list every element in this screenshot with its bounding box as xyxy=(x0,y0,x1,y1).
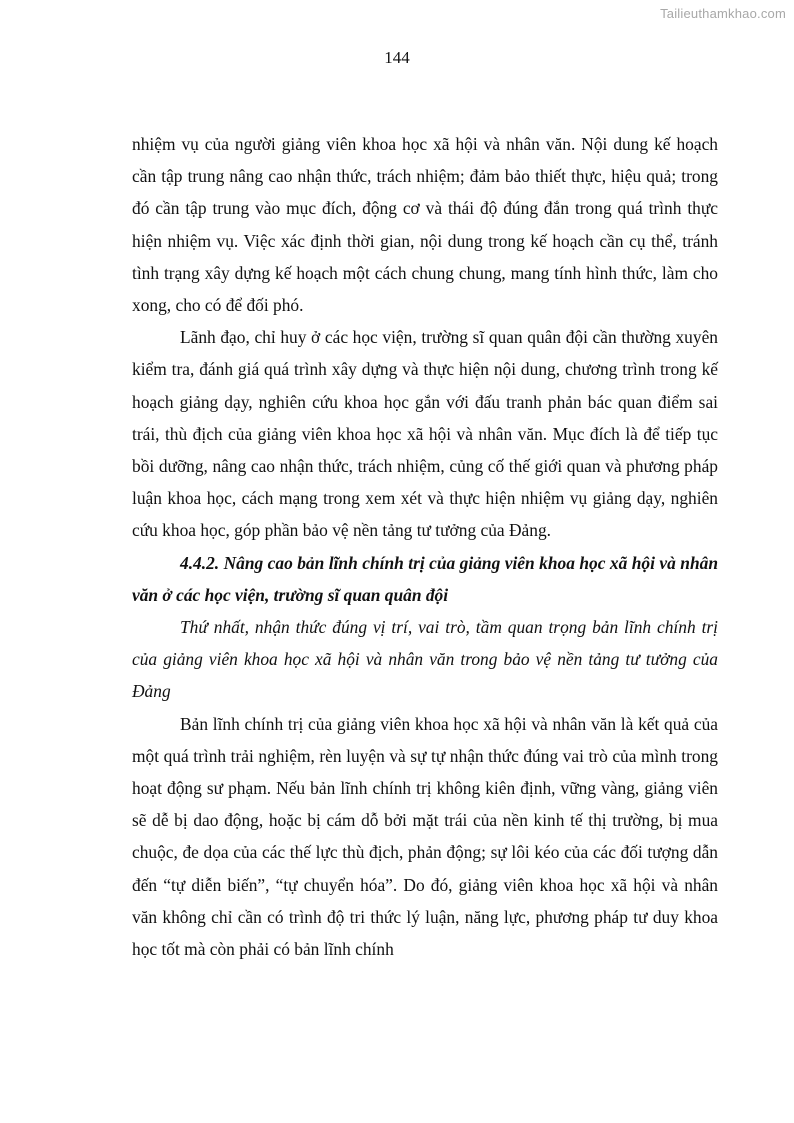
page-number: 144 xyxy=(384,48,410,67)
paragraph-political-bravery: Bản lĩnh chính trị của giảng viên khoa học xã hội và nhân văn là kết quả của một quá trình trải nghiệm, rèn luyện và sự tự nhận thức đúng vai trò của mình trong hoạt động sư phạm. Nếu bản lĩnh chính trị không kiên định, vững vàng, giảng viên sẽ dễ bị dao động, hoặc bị cám dỗ bởi mặt trái của nền kinh tế thị trường, bị mua chuộc, đe dọa của các thế lực thù địch, phản động; sự lôi kéo của các đối tượng dẫn đến “tự diễn biến”, “tự chuyển hóa”. Do đó, giảng viên khoa học xã hội và nhân văn không chỉ cần có trình độ tri thức lý luận, năng lực, phương pháp tư duy khoa học tốt mà còn phải có bản lĩnh chính xyxy=(132,713,718,960)
document-body xyxy=(132,128,718,965)
paragraph-continuation: nhiệm vụ của người giảng viên khoa học xã hội và nhân văn. Nội dung kế hoạch cần tập trung nâng cao nhận thức, trách nhiệm; đảm bảo thiết thực, hiệu quả; trong đó cần tập trung vào mục đích, động cơ và thái độ đúng đắn trong quá trình thực hiện nhiệm vụ. Việc xác định thời gian, nội dung trong kế hoạch cần cụ thể, tránh tình trạng xây dựng kế hoạch một cách chung chung, mang tính hình thức, làm cho xong, cho có để đối phó. xyxy=(132,134,718,316)
subheading-first-point: Thứ nhất, nhận thức đúng vị trí, vai trò, tầm quan trọng bản lĩnh chính trị của giảng viên khoa học xã hội và nhân văn trong bảo vệ nền tảng tư tưởng của Đảng xyxy=(132,617,718,702)
watermark: Tailieuthamkhao.com xyxy=(660,6,786,21)
section-heading-4-4-2: 4.4.2. Nâng cao bản lĩnh chính trị của giảng viên khoa học xã hội và nhân văn ở các học viện, trường sĩ quan quân đội xyxy=(132,552,718,605)
paragraph-leadership-inspection: Lãnh đạo, chỉ huy ở các học viện, trường sĩ quan quân đội cần thường xuyên kiểm tra, đánh giá quá trình xây dựng và thực hiện nội dung, chương trình trong kế hoạch giảng dạy, nghiên cứu khoa học gắn với đấu tranh phản bác quan điểm sai trái, thù địch của giảng viên khoa học xã hội và nhân văn. Mục đích là để tiếp tục bồi dưỡng, nâng cao nhận thức, trách nhiệm, củng cố thế giới quan và phương pháp luận khoa học, cách mạng trong xem xét và thực hiện nhiệm vụ giảng dạy, nghiên cứu khoa học, góp phần bảo vệ nền tảng tư tưởng của Đảng. xyxy=(132,327,718,541)
